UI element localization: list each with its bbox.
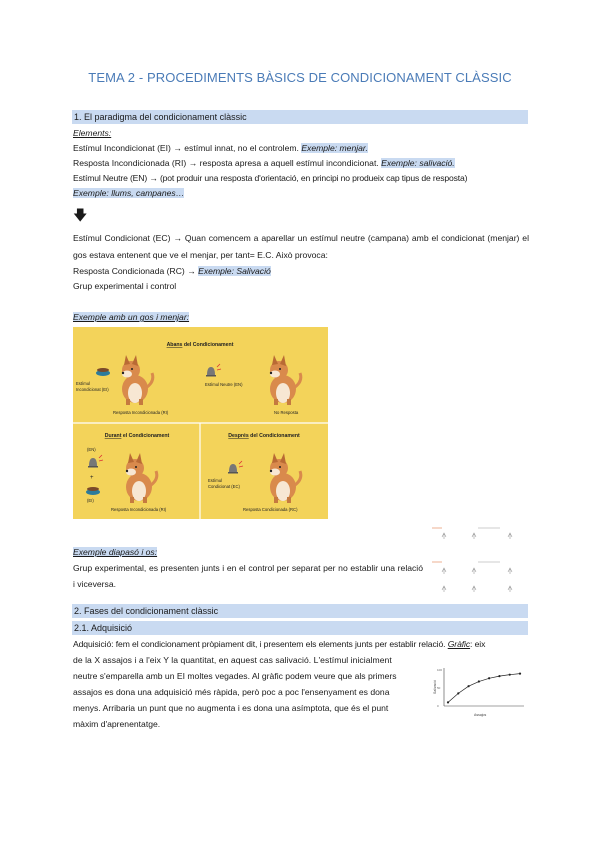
ec-label-2: Condicionat (EC) (208, 484, 240, 489)
no-response-label: No Resposta (274, 410, 299, 415)
sub-heading-2-1: 2.1. Adquisició (72, 621, 528, 635)
acq-line-3: neutre s'emparella amb un EI moltes vegades. Al gràfic podem veure que als primers (73, 671, 397, 681)
ec-text: Estímul Condicionat (EC) → Quan comencem a aparellar un estímul neutre (campana) amb el condicionat (menjar) el gos estava entenent que ve el menjar, per tant= E.C. Això provoca: (73, 233, 529, 260)
chart-point-6 (498, 675, 500, 677)
acq-line-1 (73, 638, 485, 650)
bell-icon-2 (88, 455, 103, 468)
after-title-rest: del Condicionament (248, 433, 300, 439)
acquisition-chart-svg (428, 664, 528, 720)
dog-example-line (73, 311, 189, 323)
dog-icon-3 (126, 453, 157, 503)
ri-line (73, 157, 455, 169)
before-title-u: Abans (166, 342, 183, 348)
bell-icon (206, 364, 221, 377)
plus-sign: + (90, 475, 94, 481)
en-short-label: (EN) (87, 447, 96, 452)
during-title-rest: el Condicionament (121, 433, 170, 439)
ei-text: Estímul Incondicionat (EI) → estímul innat, no el controlem. (73, 143, 299, 153)
chart-point-5 (488, 677, 490, 679)
svg-text:Abans del Condicionament (167, 342, 234, 348)
ei-line (73, 142, 368, 154)
chart-xlabel: Assajos (474, 713, 487, 717)
rc-example: Exemple: Salivació (198, 266, 271, 276)
diapason-text: Grup experimental, es presenten junts i en el control per separat per no establir una relació i viceversa. (73, 563, 423, 589)
bell-icon-3 (228, 461, 243, 474)
conditioning-figure-svg (73, 327, 328, 519)
rc-line (73, 265, 271, 277)
rc-text: Resposta Condicionada (RC) → (73, 266, 196, 276)
diapason-line (73, 546, 157, 558)
chart-point-4 (478, 680, 480, 682)
section-heading-2: 2. Fases del condicionament clàssic (72, 604, 528, 618)
chart-y-tick-1: 50 (437, 686, 441, 690)
after-title-u: Després (228, 433, 249, 439)
acq-start: Adquisició: fem el condicionament pròpiament dit, i presentem els elements junts per establir relació. (73, 639, 446, 649)
elements-label-text: Elements: (73, 128, 112, 138)
during-title-u: Durant (104, 433, 122, 439)
chart-point-7 (509, 674, 511, 676)
chart-y-tick-0: 0 (437, 704, 439, 708)
section-heading-1: 1. El paradigma del condicionament clàssic (72, 110, 528, 124)
conditioning-figure (73, 327, 328, 519)
dog-icon (122, 355, 153, 405)
ri-label-2: Resposta Incondicionada (RI) (111, 507, 167, 512)
ri-example: Exemple: salivació. (381, 158, 455, 168)
chart-point-3 (467, 685, 469, 687)
graph-label: Gràfic (447, 639, 471, 649)
acquisition-chart (428, 664, 528, 720)
svg-text:Després del Condicionament (228, 433, 300, 439)
ec-label-1: Estímul (208, 478, 222, 483)
elements-label (73, 127, 111, 139)
before-title-rest: del Condicionament (182, 342, 234, 348)
ei-short-label: (EI) (87, 498, 94, 503)
down-arrow-icon: 🡇 (73, 207, 88, 223)
chart-ylabel: Salivació (433, 679, 437, 694)
acq-line-4: assajos es dona una adquisició més ràpida, però poc a poc l'ensenyament es dona (73, 687, 390, 697)
chart-point-2 (457, 692, 459, 694)
en-example: Exemple: llums, campanes… (73, 188, 185, 198)
ri-text: Resposta Incondicionada (RI) → resposta apresa a aquell estímul incondicionat. (73, 158, 379, 168)
en-label: Estímul Neutre (EN) (205, 382, 243, 387)
acq-line1-end: : eix (470, 639, 486, 649)
en-example-line (73, 187, 184, 199)
ri-label: Resposta Incondicionada (RI) (113, 410, 169, 415)
chart-point-1 (447, 701, 449, 703)
page-title: TEMA 2 - PROCEDIMENTS BÀSICS DE CONDICIONAMENT CLÀSSIC (88, 70, 512, 85)
chart-series-line (448, 674, 520, 703)
chart-y-tick-2: 100 (437, 668, 443, 672)
acq-line-6: màxim d'aprenentatge. (73, 719, 161, 729)
diapason-diagram (430, 524, 530, 598)
food-bowl-icon (96, 368, 110, 376)
ei-label-2: Incondicionat (EI) (76, 387, 109, 392)
ei-label-1: Estímul (76, 381, 90, 386)
acq-line-5: menys. Arribaria un punt que no augmenta i es dona una asímptota, que és el punt (73, 703, 389, 713)
rc-label: Resposta Condicionada (RC) (243, 507, 298, 512)
acq-line-2: de la X assajos i a l'eix Y la quantitat, en aquest cas salivació. L'estímul inicialment (73, 655, 392, 665)
dog-icon-4 (270, 453, 301, 503)
diapason-label: Exemple diapasó i os: (73, 547, 158, 557)
chart-point-8 (519, 673, 521, 675)
svg-text:Durant el Condicionament (105, 433, 170, 439)
diapason-diagram-svg (430, 524, 530, 598)
dog-example-label: Exemple amb un gos i menjar: (73, 312, 190, 322)
food-bowl-icon-2 (86, 487, 100, 495)
en-line: Estímul Neutre (EN) → (pot produir una resposta d'orientació, en principi no produeix cap tipus de resposta) (73, 173, 468, 183)
ei-example: Exemple: menjar. (301, 143, 368, 153)
group-text: Grup experimental i control (73, 281, 177, 291)
dog-icon-2 (270, 355, 301, 405)
